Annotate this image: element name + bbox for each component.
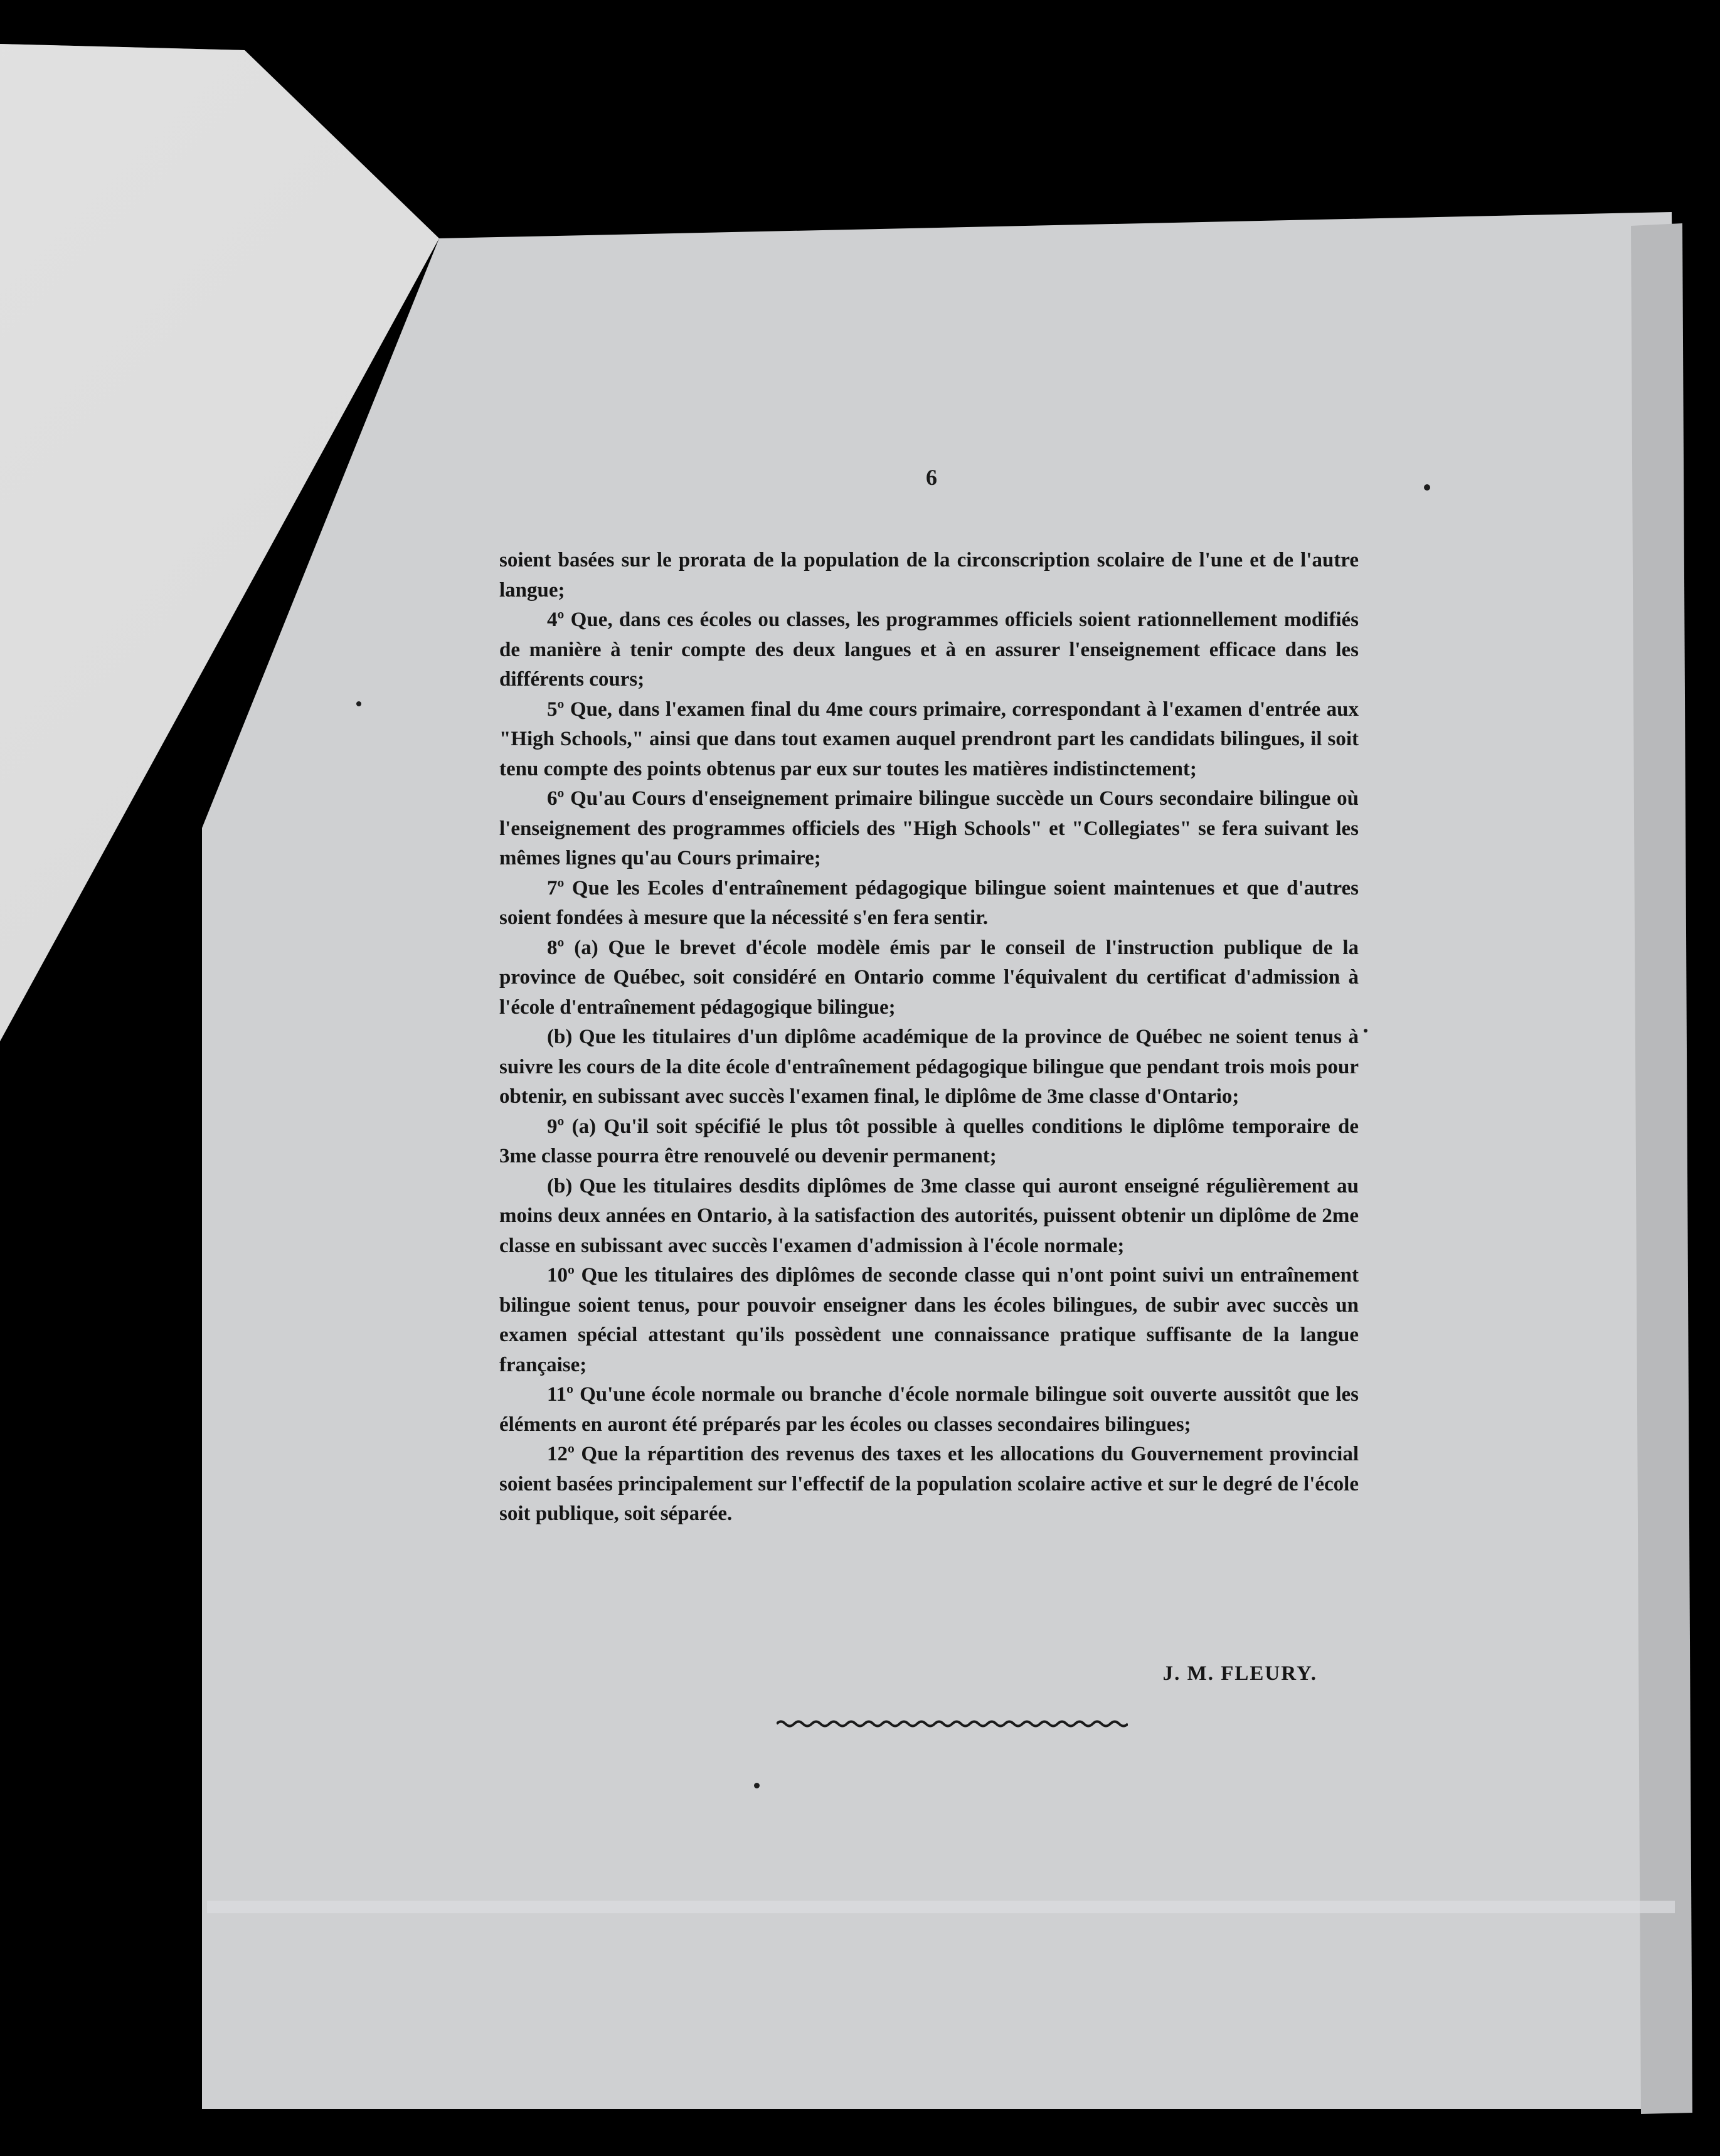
paragraph: (b) Que les titulaires d'un diplôme académique de la province de Québec ne soient tenus à suivre les cours de la dite école d'entraînement pédagogique bilingue que pendant trois mois pour obtenir, en subissant avec succès l'examen final, le diplôme de 3me classe d'Ontario; <box>499 1026 1359 1108</box>
paragraph: 7º Que les Ecoles d'entraînement pédagogique bilingue soient maintenues et que d'autres soient fondées à mesure que la nécessité s'en fera sentir. <box>499 876 1359 929</box>
page-fold-band <box>207 1901 1675 1913</box>
paragraph: 9º (a) Qu'il soit spécifié le plus tôt possible à quelles conditions le diplôme temporaire de 3me classe pourra être renouvelé ou devenir permanent; <box>499 1115 1359 1167</box>
paragraph: 5º Que, dans l'examen final du 4me cours primaire, correspondant à l'examen d'entrée aux "High Schools," ainsi que dans tout examen auquel prendront part les candidats bilingues, il soit tenu compte des points obtenus par eux sur toutes les matières indistinctement; <box>499 698 1359 780</box>
paragraph: 10º Que les titulaires des diplômes de seconde classe qui n'ont point suivi un entraînement bilingue soient tenus, pour pouvoir enseigner dans les écoles bilingues, de subir avec succès un examen spécial attestant qu'ils possèdent une connaissance pratique suffisante de la langue française; <box>499 1264 1359 1376</box>
paragraph: soient basées sur le prorata de la population de la circonscription scolaire de l'une et de l'autre langue; <box>499 549 1359 602</box>
paragraph: 8º (a) Que le brevet d'école modèle émis par le conseil de l'instruction publique de la province de Québec, soit considéré en Ontario comme l'équivalent du certificat d'admission à l'école d'entraînement pédagogique bilingue; <box>499 936 1359 1019</box>
signature: J. M. FLEURY. <box>1162 1662 1317 1685</box>
scan-speck <box>1364 1029 1367 1033</box>
paragraph: 12º Que la répartition des revenus des taxes et les allocations du Gouvernement provincial soient basées principalement sur l'effectif de la population scolaire active et sur le degré de l'école soit publique, soit séparée. <box>499 1443 1359 1525</box>
ornamental-rule <box>777 1719 1128 1729</box>
paragraph: 6º Qu'au Cours d'enseignement primaire bilingue succède un Cours secondaire bilingue où l'enseignement des programmes officiels des "High Schools" et "Collegiates" se fera suivant les mêmes lignes qu'au Cours primaire; <box>499 787 1359 869</box>
paragraph: (b) Que les titulaires desdits diplômes de 3me classe qui auront enseigné régulièrement au moins deux années en Ontario, à la satisfaction des autorités, puissent obtenir un diplôme de 2me classe en subissant avec succès l'examen d'admission à l'école normale; <box>499 1174 1359 1257</box>
scan-speck <box>356 701 361 706</box>
paragraph: 11º Qu'une école normale ou branche d'école normale bilingue soit ouverte aussitôt que les éléments en auront été préparés par les écoles ou classes secondaires bilingues; <box>499 1383 1359 1436</box>
scan-speck <box>1424 484 1430 491</box>
scan-speck <box>754 1783 760 1788</box>
document-body <box>499 546 1359 1529</box>
page-number: 6 <box>926 465 937 490</box>
paragraph: 4º Que, dans ces écoles ou classes, les programmes officiels soient rationnellement modifiés de manière à tenir compte des deux langues et à en assurer l'enseignement efficace dans les différents cours; <box>499 608 1359 691</box>
